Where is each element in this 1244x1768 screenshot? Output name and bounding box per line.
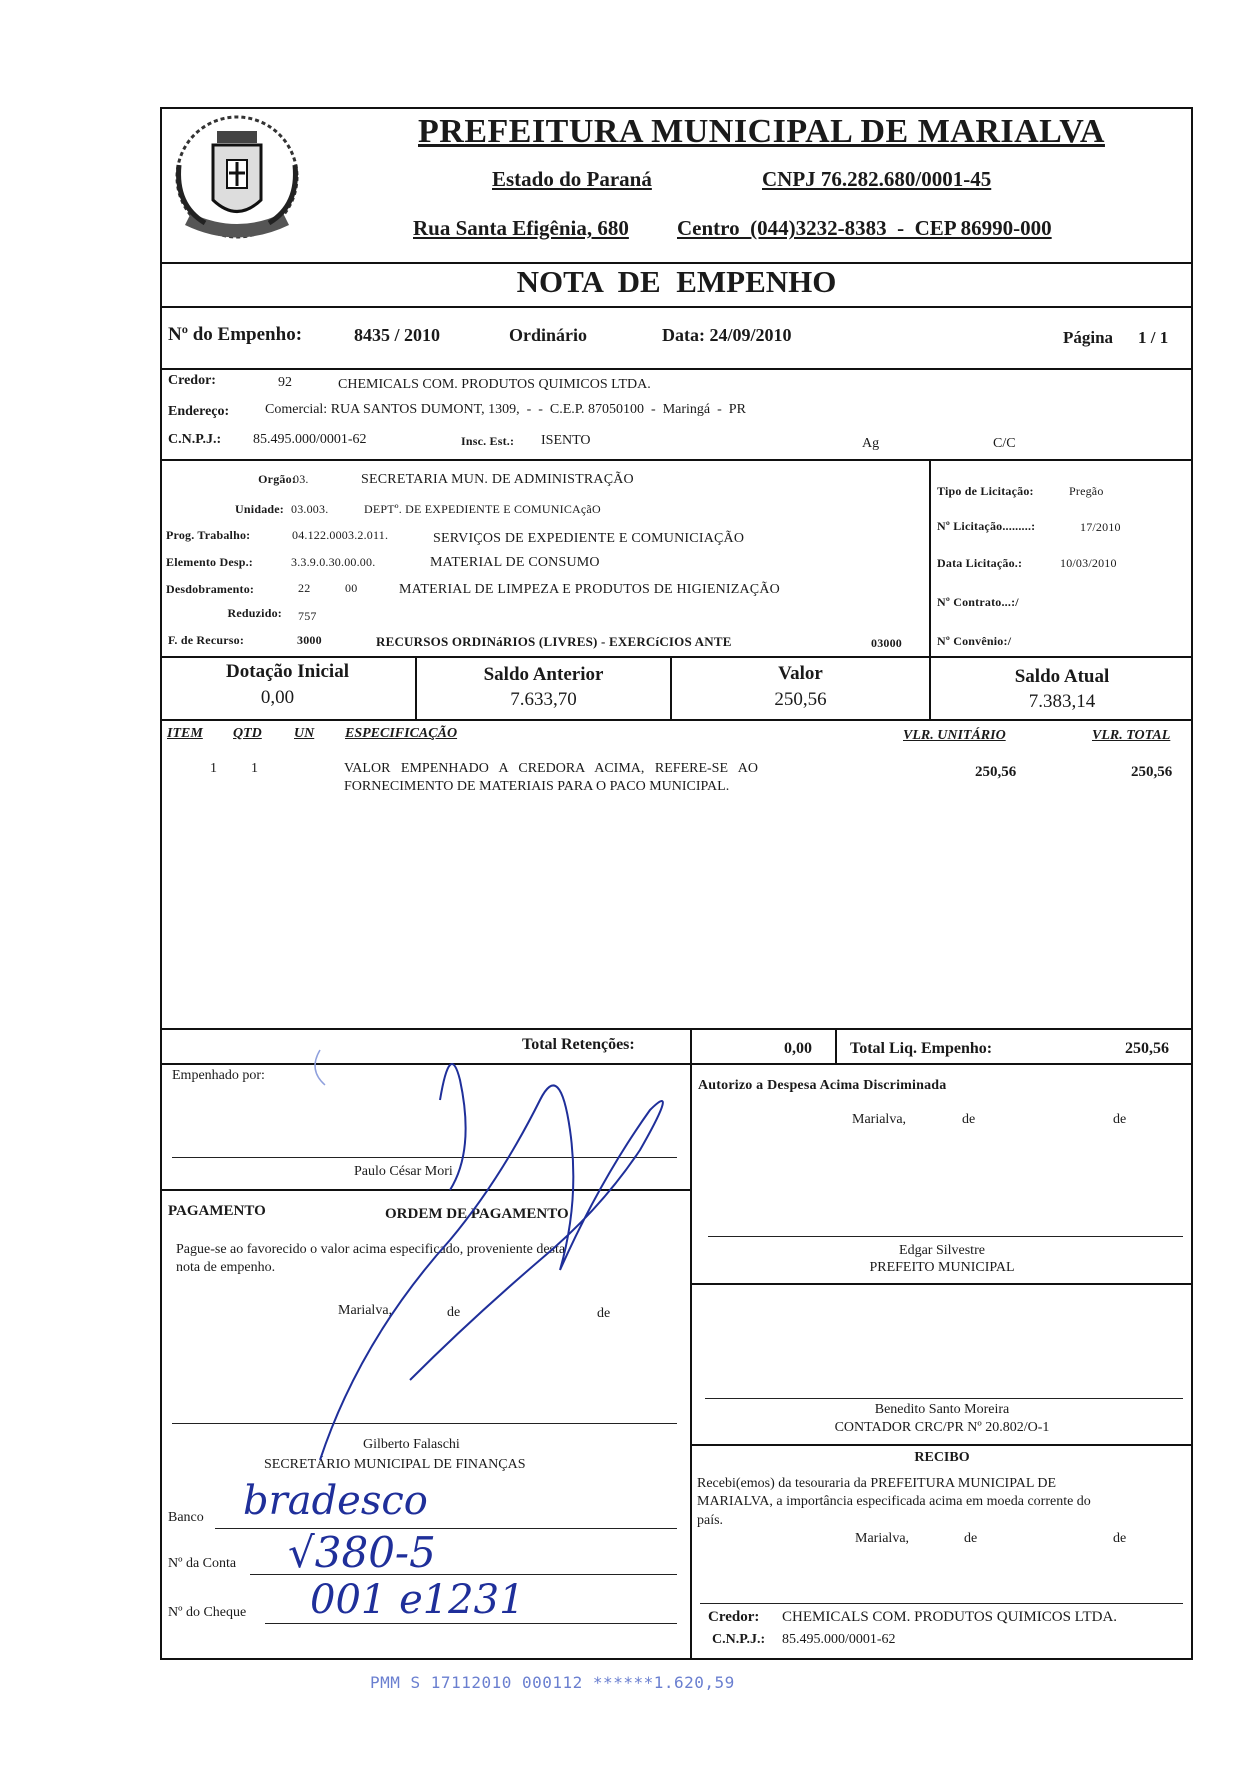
col-especificacao: ESPECIFICAÇÃO [345, 726, 458, 741]
address-label: Rua Santa Efigênia, 680 [413, 216, 629, 240]
item-unit-price: 250,56 [975, 764, 1017, 780]
elemento-desc: MATERIAL DE CONSUMO [430, 555, 600, 570]
prefeito-sign-line [708, 1236, 1183, 1237]
contrato-label: Nº Contrato...:/ [937, 595, 1019, 609]
empenho-date: Data: 24/09/2010 [662, 325, 792, 345]
address-rest-label: Centro (044)3232-8383 - CEP 86990-000 [677, 216, 1052, 240]
banco-handwritten: bradesco [243, 1478, 428, 1524]
desdob-code2: 00 [345, 581, 358, 595]
elemento-code: 3.3.9.0.30.00.00. [291, 555, 376, 569]
autorizo-label: Autorizo a Despesa Acima Discriminada [698, 1078, 947, 1093]
item-spec-line1: VALOR EMPENHADO A CREDORA ACIMA, REFERE-SE AO [344, 761, 758, 776]
saldo-anterior-value: 7.633,70 [510, 689, 577, 710]
saldo-divider [160, 719, 1193, 721]
prog-label: Prog. Trabalho: [166, 528, 251, 542]
marialva-left: Marialva, [338, 1303, 393, 1318]
licitacao-vline [929, 459, 931, 657]
pagamento-label: PAGAMENTO [168, 1203, 266, 1219]
cnpj-label: CNPJ 76.282.680/0001-45 [762, 167, 992, 191]
prog-desc: SERVIÇOS DE EXPEDIENTE E COMUNICIAÇÃO [433, 531, 745, 546]
desdob-code: 22 [298, 581, 311, 595]
footer-stamp: PMM S 17112010 000112 ******1.620,59 [370, 1673, 735, 1692]
de-right-2b: de [1113, 1531, 1127, 1546]
recibo-credor-name: CHEMICALS COM. PRODUTOS QUIMICOS LTDA. [782, 1609, 1118, 1625]
municipality-title: PREFEITURA MUNICIPAL DE MARIALVA [418, 113, 1105, 150]
dotacao-label: Dotação Inicial [226, 661, 349, 682]
item-qtd: 1 [251, 761, 258, 776]
credor-cnpj-label: C.N.P.J.: [168, 432, 222, 447]
banco-line [215, 1528, 677, 1529]
unidade-label: Unidade: [235, 502, 284, 516]
saldo-atual-value: 7.383,14 [1028, 691, 1096, 712]
recibo-title: RECIBO [914, 1450, 970, 1465]
empenho-type: Ordinário [509, 325, 588, 345]
signature-scribble [300, 1040, 700, 1480]
data-licitacao-label: Data Licitação.: [937, 556, 1023, 570]
recibo-sign-line [700, 1603, 1183, 1604]
cc-label: C/C [993, 436, 1016, 451]
saldo-atual-label: Saldo Atual [1014, 666, 1110, 687]
credor-name: CHEMICALS COM. PRODUTOS QUIMICOS LTDA. [338, 377, 651, 392]
valor-label: Valor [778, 663, 823, 684]
empenho-divider [160, 368, 1193, 370]
recurso-desc: RECURSOS ORDINáRIOS (LIVRES) - EXERCíCIOS ANTE [376, 634, 732, 649]
desdob-desc: MATERIAL DE LIMPEZA E PRODUTOS DE HIGIENIZAÇÃO [399, 582, 780, 597]
ag-label: Ag [862, 436, 880, 451]
address-field-label: Endereço: [168, 404, 230, 419]
contador-sign-line [705, 1398, 1183, 1399]
de-right-1b: de [1113, 1112, 1127, 1127]
empenho-number: 8435 / 2010 [354, 325, 441, 345]
pague-text-1: Pague-se ao favorecido o valor acima especificado, proveniente desta [176, 1242, 566, 1257]
col-vlr-total: VLR. TOTAL [1092, 728, 1171, 743]
recibo-text-2: MARIALVA, a importância especificada acima em moeda corrente do [697, 1494, 1091, 1509]
recibo-text-1: Recebi(emos) da tesouraria da PREFEITURA MUNICIPAL DE [697, 1476, 1057, 1491]
credor-cnpj: 85.495.000/0001-62 [253, 432, 367, 447]
conta-handwritten: √380-5 [288, 1528, 436, 1577]
cheque-label: Nº do Cheque [168, 1605, 247, 1620]
prog-code: 04.122.0003.2.011. [292, 528, 389, 542]
marialva-right-2: Marialva, [855, 1531, 910, 1546]
credor-label: Credor: [168, 373, 216, 388]
tipo-licitacao-label: Tipo de Licitação: [937, 484, 1034, 498]
item-total-price: 250,56 [1131, 764, 1173, 780]
recibo-credor-label: Credor: [708, 1609, 760, 1625]
unidade-desc: DEPTº. DE EXPEDIENTE E COMUNICAçãO [364, 502, 601, 516]
page-label: Página [1063, 328, 1114, 347]
document-title: NOTA DE EMPENHO [516, 264, 837, 299]
cheque-line [265, 1623, 677, 1624]
pague-text-2: nota de empenho. [176, 1260, 276, 1275]
tipo-licitacao-value: Pregão [1069, 484, 1104, 498]
prefeito-title: PREFEITO MUNICIPAL [869, 1260, 1015, 1275]
elemento-label: Elemento Desp.: [166, 555, 253, 569]
credor-code: 92 [278, 375, 292, 390]
totals-vline-2 [835, 1030, 837, 1064]
recibo-cnpj-label: C.N.P.J.: [712, 1632, 766, 1647]
saldo-anterior-label: Saldo Anterior [483, 664, 604, 685]
unidade-code: 03.003. [291, 502, 329, 516]
liq-empenho-label: Total Liq. Empenho: [850, 1040, 993, 1057]
dotacao-value: 0,00 [260, 687, 295, 708]
de-left-2: de [597, 1306, 611, 1321]
empenho-label: Nº do Empenho: [168, 324, 303, 345]
cheque-handwritten: 001 e1231 [310, 1577, 525, 1623]
reduzido-value: 757 [298, 609, 317, 623]
numero-licitacao-label: Nº Licitação.........: [937, 519, 1036, 533]
col-item: ITEM [167, 726, 203, 741]
recurso-code2: 03000 [871, 636, 902, 650]
orgao-desc: SECRETARIA MUN. DE ADMINISTRAÇÃO [361, 472, 634, 487]
totals-top-line [160, 1028, 1193, 1030]
data-licitacao-value: 10/03/2010 [1060, 556, 1117, 570]
credor-address: Comercial: RUA SANTOS DUMONT, 1309, - - C.E.P. 87050100 - Maringá - PR [265, 402, 746, 417]
budget-divider [160, 656, 1193, 658]
signer2-title: SECRETÁRIO MUNICIPAL DE FINANÇAS [264, 1457, 526, 1472]
state-label: Estado do Paraná [492, 167, 652, 191]
liq-empenho-value: 250,56 [1125, 1040, 1169, 1057]
col-un: UN [294, 726, 315, 741]
reduzido-label: Reduzido: [227, 606, 282, 620]
contador-name: Benedito Santo Moreira [874, 1402, 1010, 1417]
de-right-2a: de [964, 1531, 978, 1546]
item-number: 1 [210, 761, 217, 776]
desdob-label: Desdobramento: [166, 582, 255, 596]
ie-label: Insc. Est.: [461, 434, 515, 448]
signer1-name: Paulo César Mori [354, 1164, 453, 1179]
signer2-name: Gilberto Falaschi [363, 1437, 460, 1452]
prefeito-name: Edgar Silvestre [899, 1243, 985, 1258]
page-number: 1 / 1 [1138, 328, 1169, 347]
convenio-label: Nº Convênio:/ [937, 634, 1012, 648]
recurso-label: F. de Recurso: [168, 633, 245, 647]
de-left-1: de [447, 1305, 461, 1320]
credor-divider [160, 459, 1193, 461]
prefeito-box-bottom [690, 1283, 1193, 1285]
title-divider [160, 306, 1193, 308]
item-spec-line2: FORNECIMENTO DE MATERIAIS PARA O PACO MUNICIPAL. [344, 779, 730, 794]
ie-value: ISENTO [541, 433, 591, 448]
col-qtd: QTD [233, 726, 262, 741]
retencoes-label: Total Retenções: [522, 1036, 635, 1053]
empenhado-por-label: Empenhado por: [172, 1068, 265, 1083]
ordem-pagamento-label: ORDEM DE PAGAMENTO [385, 1206, 569, 1222]
retencoes-value: 0,00 [784, 1040, 812, 1057]
contador-title: CONTADOR CRC/PR Nº 20.802/O-1 [834, 1420, 1050, 1435]
coat-of-arms-logo [165, 105, 310, 255]
contador-box-bottom [690, 1444, 1193, 1446]
banco-label: Banco [168, 1510, 204, 1525]
col-vlr-unitario: VLR. UNITÁRIO [903, 728, 1006, 743]
orgao-label: Orgão: [258, 472, 296, 486]
marialva-right-1: Marialva, [852, 1112, 907, 1127]
numero-licitacao-value: 17/2010 [1080, 520, 1121, 534]
recurso-code: 3000 [297, 633, 322, 647]
conta-label: Nº da Conta [168, 1556, 237, 1571]
orgao-code: 03. [293, 472, 309, 486]
recibo-text-3: país. [697, 1513, 724, 1528]
valor-value: 250,56 [774, 689, 827, 710]
recibo-cnpj-value: 85.495.000/0001-62 [782, 1632, 896, 1647]
de-right-1a: de [962, 1112, 976, 1127]
